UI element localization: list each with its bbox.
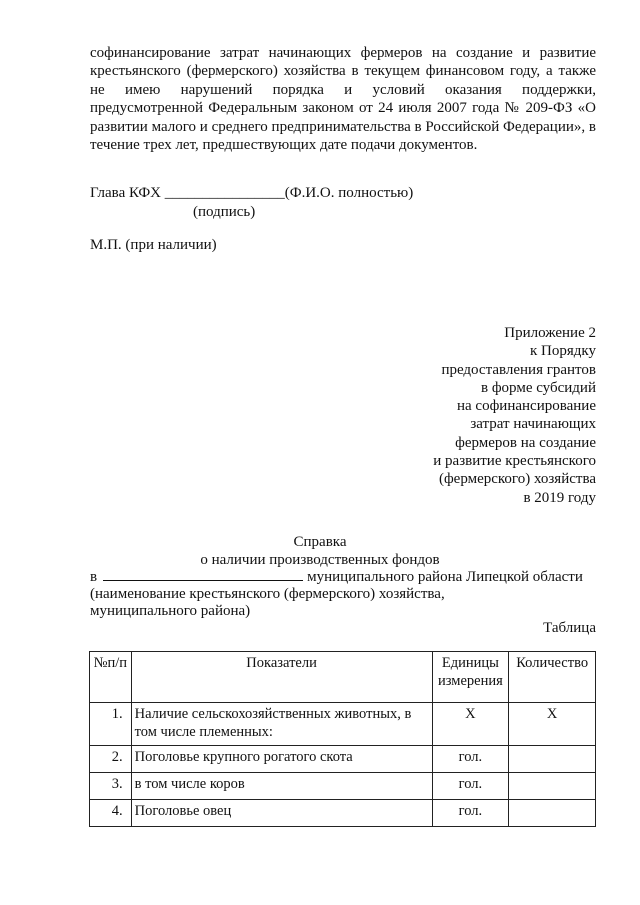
appendix-line: в 2019 году [523,489,596,506]
appendix-line: в форме субсидий [481,379,596,396]
table-row [90,773,596,800]
appendix-line: затрат начинающих [470,416,596,433]
signature-caption: (подпись) [193,204,256,220]
row-unit: Х [432,703,509,746]
table-row [90,703,596,746]
appendix-block [433,324,596,507]
appendix-line: (фермерского) хозяйства [438,471,596,488]
certificate-subtitle: о наличии производственных фондов [200,552,440,568]
farm-note-1: (наименование крестьянского (фермерского) хозяйства, [90,586,445,602]
table-label: Таблица [543,620,596,636]
row-num: 3. [90,773,132,800]
farm-suffix: муниципального района Липецкой области [307,569,583,585]
row-unit: гол. [432,800,509,827]
row-unit: гол. [432,773,509,800]
row-num: 4. [90,800,132,827]
table-header-row [90,652,596,703]
header-qty: Количество [509,652,596,703]
appendix-line: предоставления грантов [441,361,596,378]
row-name: Наличие сельскохозяйственных животных, в том числе племенных: [131,703,432,746]
row-name: в том числе коров [131,773,432,800]
row-qty [509,746,596,773]
table-row [90,746,596,773]
header-num: №п/п [90,652,132,703]
appendix-line: к Порядку [530,343,596,360]
row-num: 1. [90,703,132,746]
farm-name-blank [103,567,303,581]
seal-note: М.П. (при наличии) [90,237,217,253]
appendix-line: и развитие крестьянского [433,453,596,470]
header-unit: Единицы измерения [432,652,509,703]
row-qty: Х [509,703,596,746]
farm-note-2: муниципального района) [90,603,251,619]
certificate-title: Справка [293,534,347,550]
appendix-line: Приложение 2 [504,325,596,341]
farm-prefix: в [90,569,98,585]
header-indicator: Показатели [131,652,432,703]
appendix-line: фермеров на создание [455,434,596,451]
row-name: Поголовье крупного рогатого скота [131,746,432,773]
farm-name-line [90,567,583,586]
row-unit: гол. [432,746,509,773]
row-qty [509,800,596,827]
appendix-line: на софинансирование [457,398,596,415]
row-qty [509,773,596,800]
row-name: Поголовье овец [131,800,432,827]
table-row [90,800,596,827]
funds-table [89,651,596,827]
signature-line: Глава КФХ ________________(Ф.И.О. полностью) [90,185,414,201]
intro-paragraph: софинансирование затрат начинающих фермеров на создание и развитие крестьянского (фермерского) хозяйства в текущем финансовом году, а также не имею нарушений порядка и условий оказания поддержки, предусмотренной Федеральным законом от 24 июля 2007 года № 209-ФЗ «О развитии малого и среднего предпринимательства в Российской Федерации», в течение трех лет, предшествующих дате подачи документов. [90,45,596,154]
row-num: 2. [90,746,132,773]
